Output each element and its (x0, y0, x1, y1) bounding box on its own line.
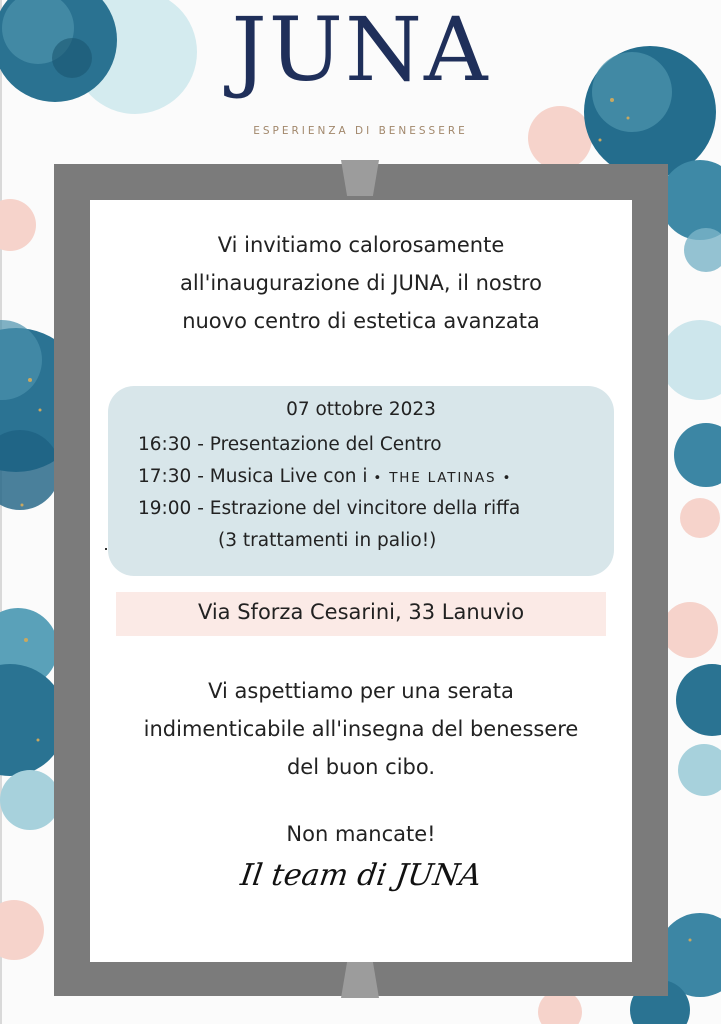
closing-line: del buon cibo. (286, 755, 436, 779)
intro-text (90, 226, 632, 340)
schedule-item: 17:30 - Musica Live con i • THE LATINAS • (138, 466, 513, 487)
cta-text: Non mancate! (286, 822, 436, 846)
schedule-time: 17:30 (138, 466, 192, 487)
schedule-time: 16:30 (138, 434, 192, 455)
schedule-time: 19:00 (138, 498, 192, 519)
schedule-text: Estrazione del vincitore della riffa (209, 498, 521, 519)
stray-dot (105, 548, 107, 550)
band-name: • THE LATINAS • (373, 470, 513, 486)
signature: Il team di JUNA (238, 858, 484, 893)
intro-line: all'inaugurazione di JUNA, il nostro (180, 271, 542, 295)
intro-line: Vi invitiamo calorosamente (217, 233, 505, 257)
schedule-item: 16:30 - Presentazione del Centro (138, 434, 442, 455)
closing-line: indimenticabile all'insegna del benessere (143, 717, 579, 741)
frame-tab-top (341, 160, 379, 196)
juna-logo: JUNA (231, 0, 490, 101)
intro-line: nuovo centro di estetica avanzata (182, 309, 540, 333)
closing-line: Vi aspettiamo per una serata (208, 679, 514, 703)
raffle-note: (3 trattamenti in palio!) (218, 530, 437, 551)
logo-tagline: ESPERIENZA DI BENESSERE (253, 125, 468, 137)
event-date: 07 ottobre 2023 (286, 399, 436, 420)
address-text: Via Sforza Cesarini, 33 Lanuvio (197, 600, 525, 624)
schedule-text: Musica Live con i (209, 466, 368, 487)
frame-tab-bottom (341, 962, 379, 998)
schedule-item: 19:00 - Estrazione del vincitore della riffa (138, 498, 521, 519)
schedule-text: Presentazione del Centro (209, 434, 442, 455)
closing-text (90, 672, 632, 786)
